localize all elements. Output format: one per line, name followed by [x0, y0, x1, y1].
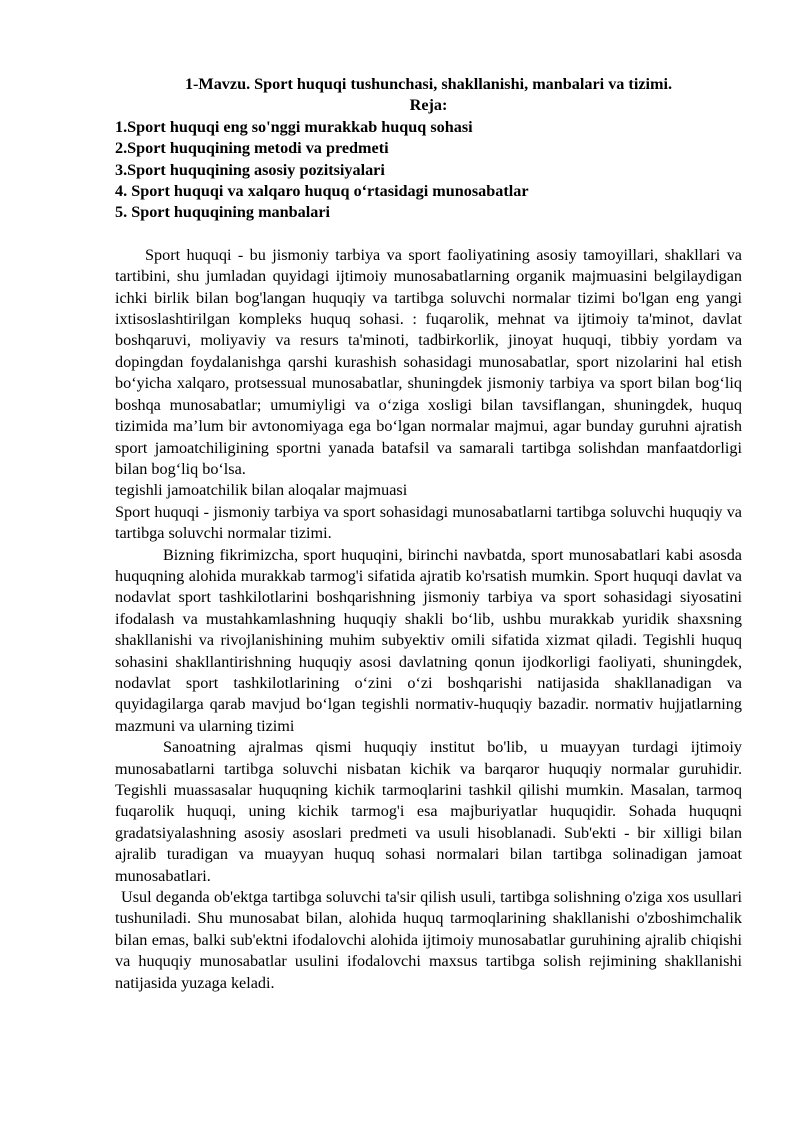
- paragraph: Sanoatning ajralmas qismi huquqiy institut bo'lib, u muayyan turdagi ijtimoiy munosabatlarni tartibga soluvchi nisbatan kichik va barqaror huquqiy normalar guruhidir. Tegishli muassasalar huquqning kichik tarmoqlarini tashkil qilishi mumkin. Masalan, tarmoq fuqarolik huquqi, uning kichik tarmog'i esa majburiyatlar huquqidir. Sohada huquqni gradatsiyalashning asosiy asoslari predmeti va usuli hisoblanadi. Sub'ekti - bir xilligi bilan ajralib turadigan va muayyan huquq sohasi normalari bilan tartibga solinadigan jamoat munosabatlari.: [115, 738, 742, 885]
- plan-item: 3.Sport huquqining asosiy pozitsiyalari: [115, 160, 385, 179]
- plan-heading: Reja:: [409, 96, 448, 115]
- plan-item: 1.Sport huquqi eng so'nggi murakkab huquq sohasi: [115, 117, 473, 136]
- paragraph: Sport huquqi - bu jismoniy tarbiya va sport faoliyatining asosiy tamoyillari, shakllari va tartibini, shu jumladan quyidagi ijtimoiy munosabatlarning organik majmuasini belgilaydigan ichki birlik bilan bog'langan huquqiy va tartibga soluvchi normalar tizimi bo'lgan eng yangi ixtisoslashtirilgan kompleks huquq sohasi. : fuqarolik, mehnat va ijtimoiy ta'minot, davlat boshqaruvi, moliyaviy va resurs ta'minoti, tadbirkorlik, jinoyat huquqi, tibbiy yordam va dopingdan foydalanishga qarshi kurashish sohasidagi munosabatlar, sport nizolarini hal etish bo‘yicha xalqaro, protsessual munosabatlar, shuningdek jismoniy tarbiya va sport bilan bog‘liq boshqa munosabatlar; umumiyligi va o‘ziga xosligi bilan tavsiflangan, shuningdek, huquq tizimida ma’lum bir avtonomiyaga ega bo‘lgan normalar majmui, agar bunday guruhni ajratish sport jamoatchiligining sportni yanada batafsil va samarali tartibga solishdan manfaatdorligi bilan bog‘liq bo‘lsa.: [115, 245, 742, 478]
- plan-list: [115, 117, 742, 224]
- plan-item: 4. Sport huquqi va xalqaro huquq o‘rtasidagi munosabatlar: [115, 182, 529, 201]
- page-title: 1-Mavzu. Sport huquqi tushunchasi, shakllanishi, manbalari va tizimi.: [184, 75, 673, 93]
- document-page: [115, 74, 742, 994]
- spacer: [115, 224, 742, 245]
- paragraph: Sport huquqi - jismoniy tarbiya va sport sohasidagi munosabatlarni tartibga soluvchi huquqiy va tartibga soluvchi normalar tizimi.: [115, 502, 742, 543]
- paragraph: Usul deganda ob'ektga tartibga soluvchi ta'sir qilish usuli, tartibga solishning o'ziga xos usullari tushuniladi. Shu munosabat bilan, alohida huquq tarmoqlarining shakllanishi o'zboshimchalik bilan emas, balki sub'ektni ifodalovchi alohida ijtimoiy munosabatlar guruhining ajralib chiqishi va huquqiy munosabatlar usulini ifodalovchi maxsus tartibga solish rejimining shakllanishi natijasida yuzaga keladi.: [115, 888, 742, 992]
- plan-item: 2.Sport huquqining metodi va predmeti: [115, 139, 389, 158]
- paragraph: tegishli jamoatchilik bilan aloqalar majmuasi: [115, 481, 408, 500]
- plan-item: 5. Sport huquqining manbalari: [115, 203, 331, 222]
- paragraph: Bizning fikrimizcha, sport huquqini, birinchi navbatda, sport munosabatlari kabi asosda huquqning alohida murakkab tarmog'i sifatida ajratib ko'rsatish mumkin. Sport huquqi davlat va nodavlat sport tashkilotlarini boshqarishning jismoniy tarbiya va sport sohasidagi siyosatini ifodalash va mustahkamlashning huquqiy shakli bo‘lib, ushbu murakkab yuridik shaxsning shakllanishi va rivojlanishining muhim subyektiv omili sifatida xizmat qiladi. Tegishli huquq sohasini shakllantirishning huquqiy asosi davlatning qonun ijodkorligi faoliyati, shuningdek, nodavlat sport tashkilotlarining o‘zini o‘zi boshqarishi natijasida shakllanadigan va quyidagilarga qarab mavjud bo‘lgan tegishli normativ-huquqiy bazadir. normativ hujjatlarning mazmuni va ularning tizimi: [115, 545, 742, 735]
